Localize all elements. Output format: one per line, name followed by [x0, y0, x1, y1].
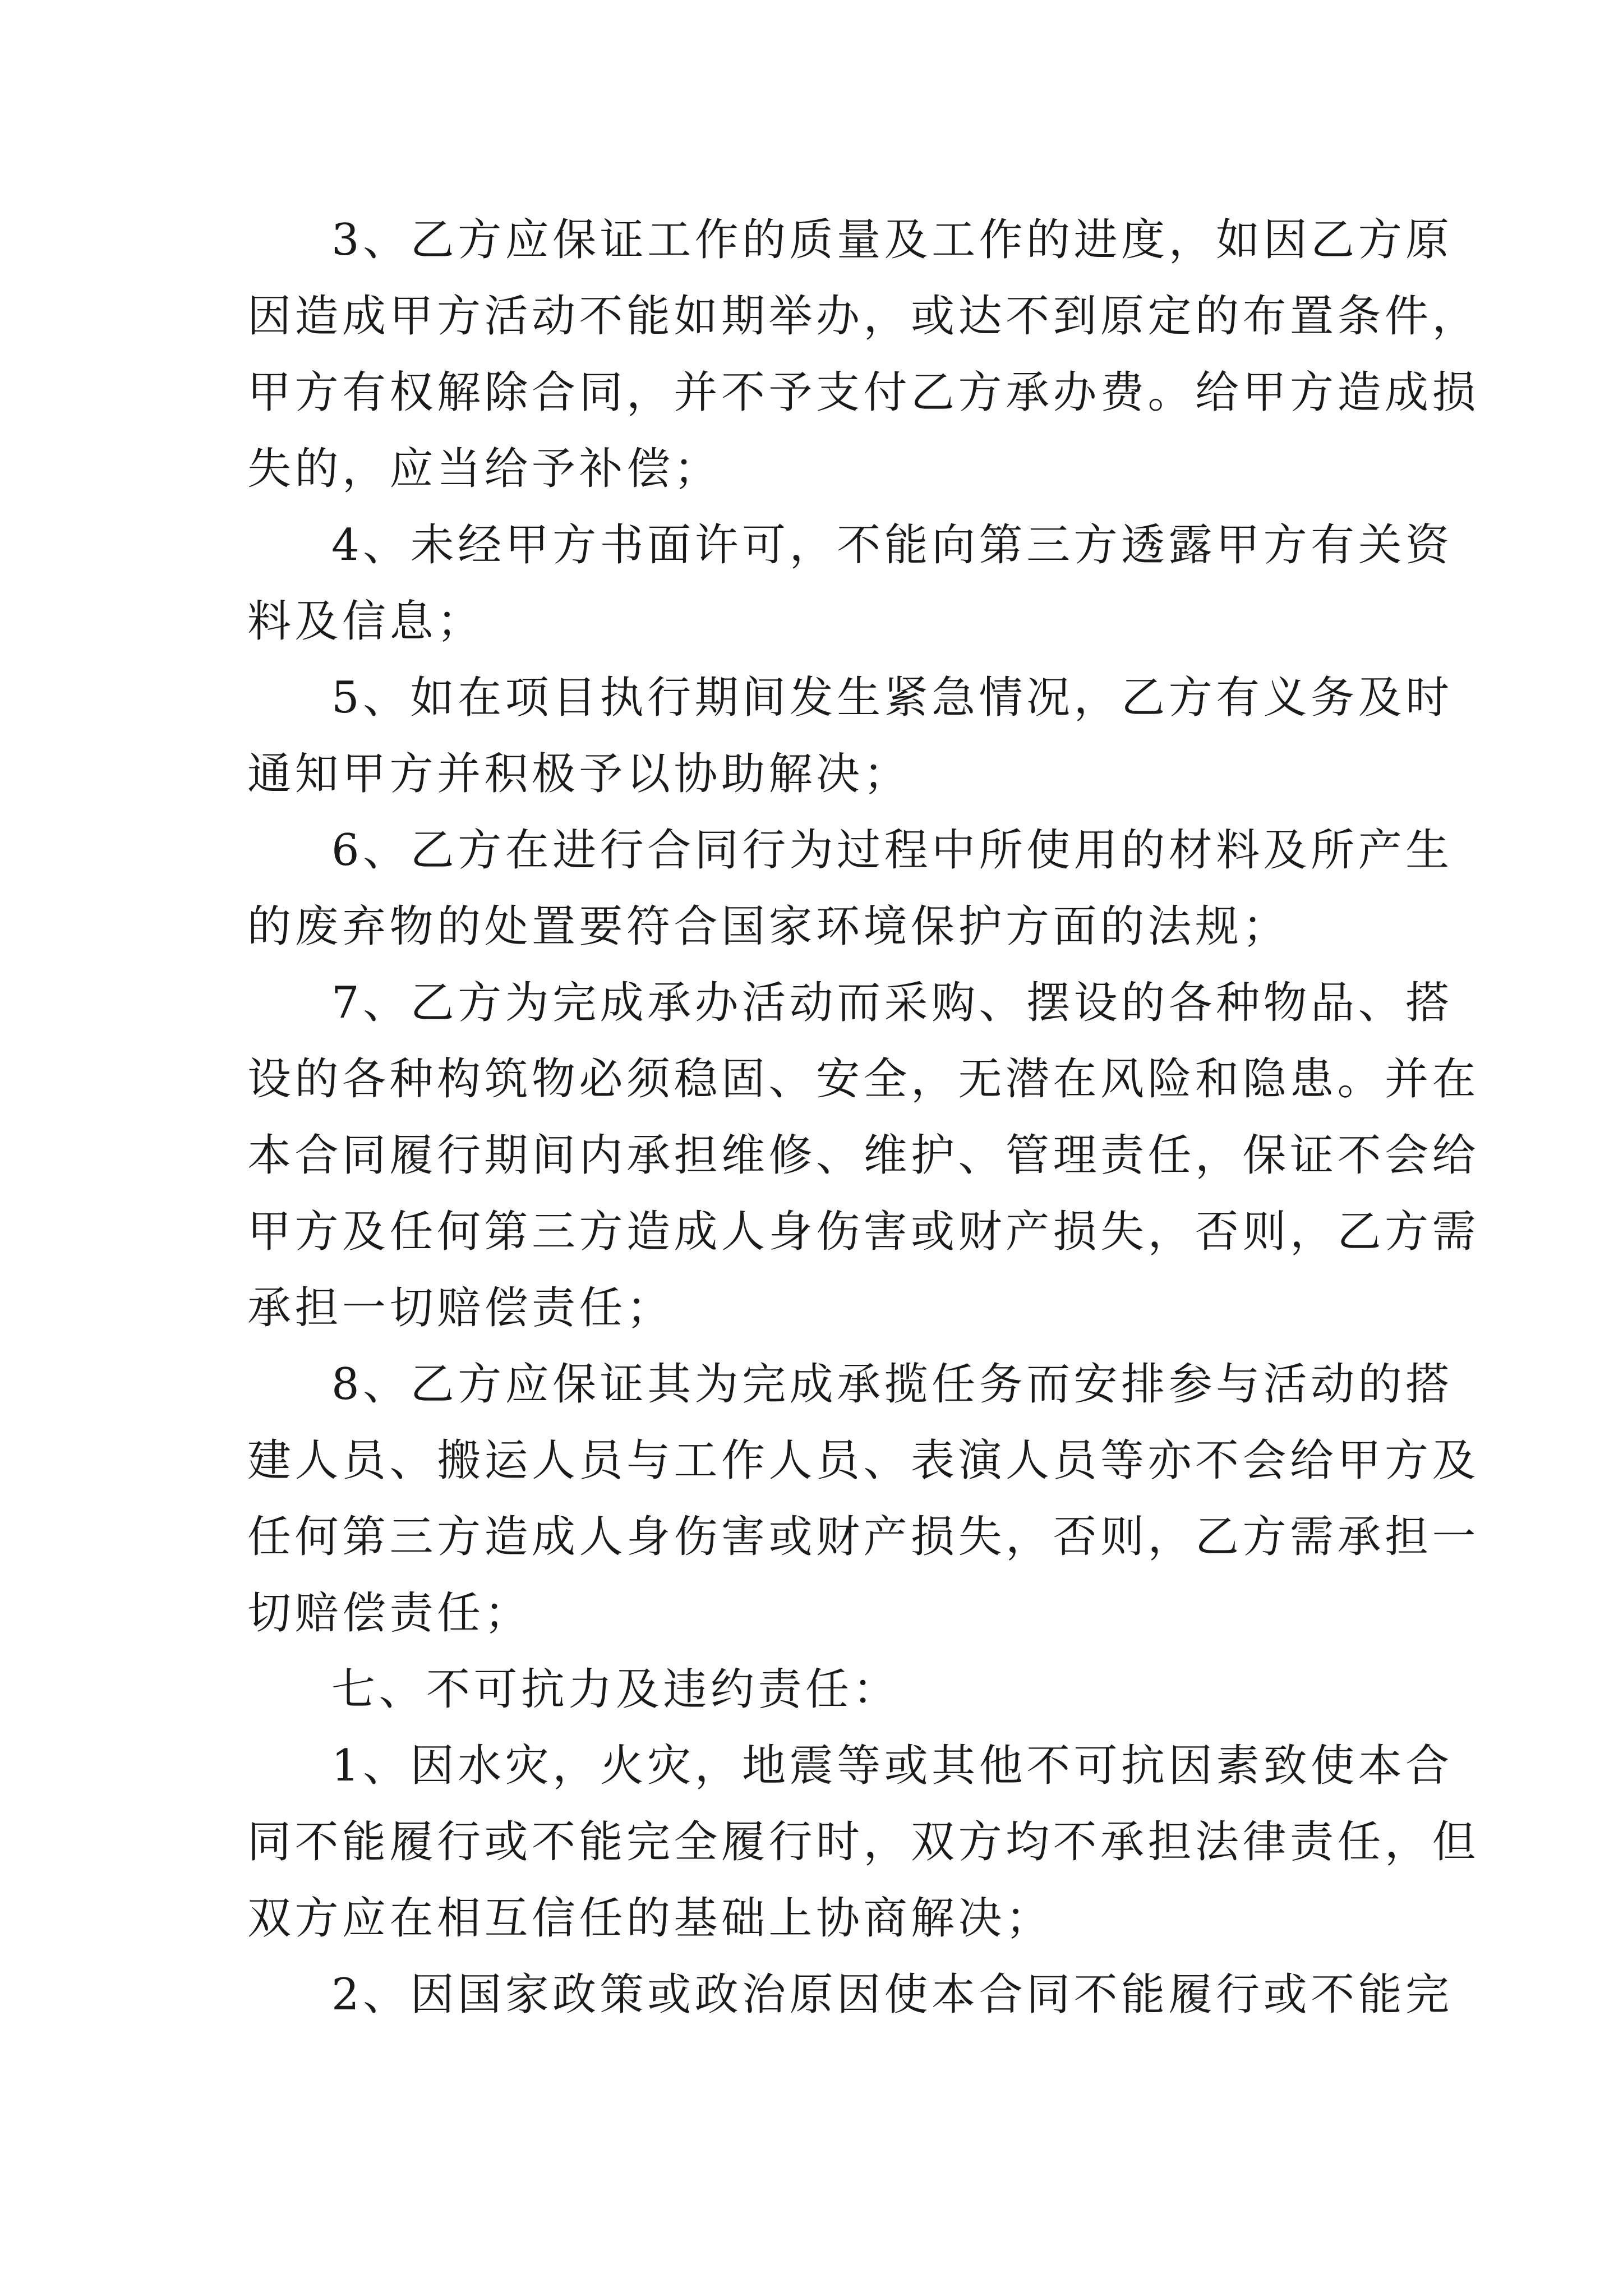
- section-heading: 七、不可抗力及违约责任：: [331, 1664, 901, 1715]
- text-line: 因造成甲方活动不能如期举办，或达不到原定的布置条件，: [247, 291, 1480, 342]
- text-line: 5、如在项目执行期间发生紧急情况，乙方有义务及时: [331, 673, 1453, 723]
- text-line: 2、因国家政策或政治原因使本合同不能履行或不能完: [331, 1970, 1453, 2020]
- text-line: 双方应在相互信任的基础上协商解决；: [247, 1893, 1053, 1944]
- text-line: 建人员、搬运人员与工作人员、表演人员等亦不会给甲方及: [247, 1435, 1480, 1486]
- text-line: 切赔偿责任；: [247, 1588, 532, 1639]
- text-line: 4、未经甲方书面许可，不能向第三方透露甲方有关资: [331, 520, 1453, 570]
- text-line: 7、乙方为完成承办活动而采购、摆设的各种物品、搭: [331, 978, 1453, 1028]
- text-line: 甲方有权解除合同，并不予支付乙方承办费。给甲方造成损: [247, 367, 1480, 418]
- text-line: 1、因水灾，火灾，地震等或其他不可抗因素致使本合: [331, 1741, 1453, 1791]
- text-line: 设的各种构筑物必须稳固、安全，无潜在风险和隐患。并在: [247, 1054, 1480, 1105]
- text-line: 8、乙方应保证其为完成承揽任务而安排参与活动的搭: [331, 1359, 1453, 1410]
- text-line: 6、乙方在进行合同行为过程中所使用的材料及所产生: [331, 825, 1453, 876]
- text-line: 本合同履行期间内承担维修、维护、管理责任，保证不会给: [247, 1130, 1480, 1181]
- text-line: 失的，应当给予补偿；: [247, 444, 722, 494]
- text-line: 承担一切赔偿责任；: [247, 1283, 674, 1333]
- text-line: 同不能履行或不能完全履行时，双方均不承担法律责任，但: [247, 1817, 1480, 1867]
- text-line: 通知甲方并积极予以协助解决；: [247, 749, 911, 799]
- text-line: 任何第三方造成人身伤害或财产损失，否则，乙方需承担一: [247, 1512, 1480, 1562]
- text-line: 的废弃物的处置要符合国家环境保护方面的法规；: [247, 901, 1290, 952]
- document-body: [247, 202, 1480, 2033]
- text-line: 料及信息；: [247, 596, 485, 647]
- text-line: 甲方及任何第三方造成人身伤害或财产损失，否则，乙方需: [247, 1207, 1480, 1257]
- text-line: 3、乙方应保证工作的质量及工作的进度，如因乙方原: [331, 215, 1453, 265]
